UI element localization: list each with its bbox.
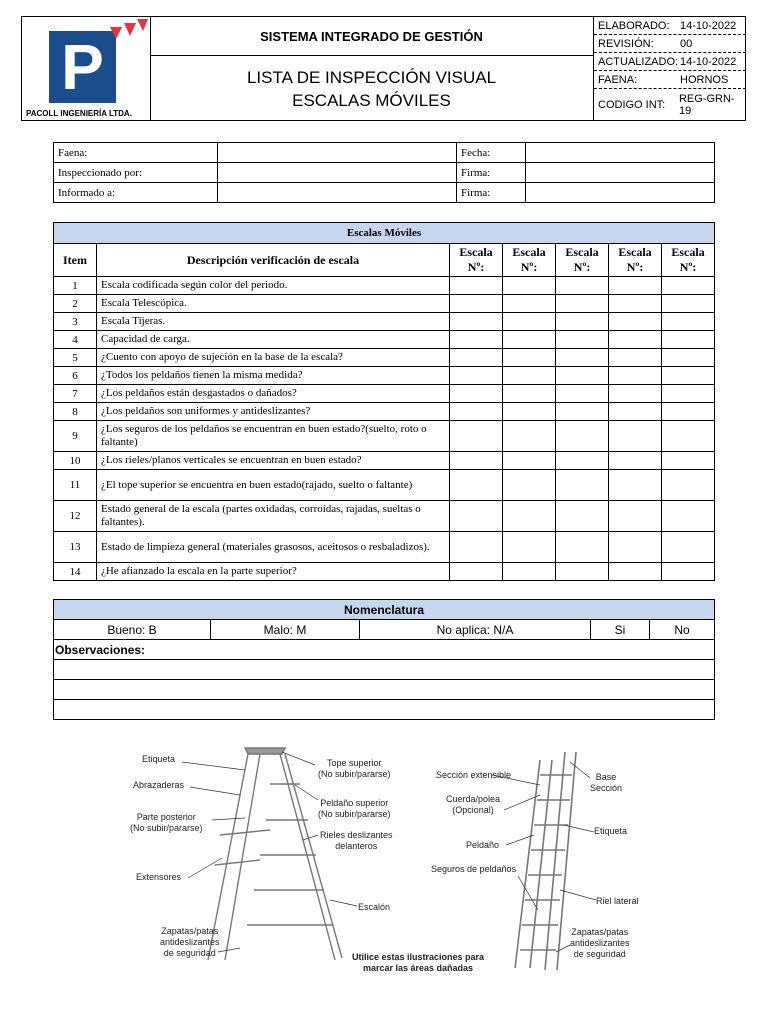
col-escala	[662, 244, 715, 277]
label-line: Peldaño superior	[320, 798, 389, 808]
item-description: ¿Los peldaños son uniformes y antideslizantes?	[97, 403, 450, 421]
escala-check-cell[interactable]	[556, 421, 609, 452]
escala-check-cell[interactable]	[556, 532, 609, 563]
escala-check-cell[interactable]	[662, 403, 715, 421]
meta-row	[594, 53, 746, 71]
label-line: (No subir/pararse)	[130, 823, 203, 833]
escala-check-cell[interactable]	[609, 421, 662, 452]
col-escala-l1: Escala	[565, 245, 599, 259]
item-description: ¿He afianzado la escala en la parte superior?	[97, 563, 450, 581]
escala-check-cell[interactable]	[609, 295, 662, 313]
escala-check-cell[interactable]	[662, 563, 715, 581]
item-description: ¿Cuento con apoyo de sujeción en la base de la escala?	[97, 349, 450, 367]
escala-check-cell[interactable]	[556, 313, 609, 331]
col-item: Item	[54, 244, 97, 277]
escala-check-cell[interactable]	[450, 452, 503, 470]
item-description: ¿Los peldaños están desgastados o dañados?	[97, 385, 450, 403]
escala-check-cell[interactable]	[503, 331, 556, 349]
label-line: delanteros	[335, 841, 378, 851]
checklist-table	[53, 222, 715, 581]
label-line: Cuerda/polea	[446, 794, 501, 804]
escala-check-cell[interactable]	[450, 295, 503, 313]
header-meta	[593, 17, 746, 120]
label-line: Rieles deslizantes	[320, 830, 393, 840]
meta-row	[594, 89, 746, 120]
col-escala-l2: Nº:	[679, 260, 697, 274]
inspeccionado-field[interactable]	[218, 163, 457, 183]
col-escala-l2: Nº:	[573, 260, 591, 274]
escala-check-cell[interactable]	[609, 532, 662, 563]
escala-check-cell[interactable]	[503, 349, 556, 367]
info-table	[53, 142, 715, 203]
observaciones-label: Observaciones:	[54, 640, 715, 660]
label-seguros: Seguros de peldaños	[431, 864, 517, 874]
meta-value: HORNOS	[680, 73, 729, 86]
escala-check-cell[interactable]	[662, 470, 715, 501]
item-number: 6	[54, 367, 97, 385]
escala-check-cell[interactable]	[503, 367, 556, 385]
checklist-row	[54, 470, 715, 501]
item-description: Capacidad de carga.	[97, 331, 450, 349]
meta-row	[594, 17, 746, 35]
escala-check-cell[interactable]	[503, 385, 556, 403]
item-number: 8	[54, 403, 97, 421]
escala-check-cell[interactable]	[609, 403, 662, 421]
escala-check-cell[interactable]	[450, 331, 503, 349]
observaciones-line[interactable]	[54, 680, 715, 700]
ladder-illustration	[120, 740, 660, 980]
item-description: ¿El tope superior se encuentra en buen estado(rajado, suelto o faltante)	[97, 470, 450, 501]
item-description: Escala codificada según color del periodo.	[97, 277, 450, 295]
escala-check-cell[interactable]	[662, 313, 715, 331]
label-zapatas-right	[570, 927, 630, 960]
label-line: Zapatas/patas	[571, 927, 629, 937]
meta-key: REVISIÓN:	[598, 37, 654, 50]
escala-check-cell[interactable]	[450, 501, 503, 532]
legend-no: No	[650, 620, 715, 640]
escala-check-cell[interactable]	[450, 470, 503, 501]
label-line: de seguridad	[163, 948, 216, 958]
label-peldano: Peldaño	[466, 840, 500, 850]
checklist-row	[54, 277, 715, 295]
item-number: 7	[54, 385, 97, 403]
document-header	[21, 16, 746, 121]
label-rieles	[320, 830, 393, 852]
escala-check-cell[interactable]	[556, 277, 609, 295]
col-description: Descripción verificación de escala	[97, 244, 450, 277]
meta-value: 14-10-2022	[680, 19, 737, 32]
label-parte-posterior	[130, 812, 203, 834]
observaciones-line[interactable]	[54, 660, 715, 680]
escala-check-cell[interactable]	[503, 563, 556, 581]
label-riel-lateral: Riel lateral	[596, 896, 639, 906]
informado-field[interactable]	[218, 183, 457, 203]
escala-check-cell[interactable]	[609, 367, 662, 385]
item-number: 3	[54, 313, 97, 331]
meta-value: 14-10-2022	[680, 55, 737, 68]
label-line: (No subir/pararse)	[318, 769, 391, 779]
legend-malo: Malo: M	[211, 620, 360, 640]
escala-check-cell[interactable]	[556, 295, 609, 313]
meta-row	[594, 35, 746, 53]
checklist-row	[54, 532, 715, 563]
label-etiqueta-right: Etiqueta	[594, 826, 628, 836]
escala-check-cell[interactable]	[503, 501, 556, 532]
checklist-row	[54, 367, 715, 385]
escala-check-cell[interactable]	[662, 452, 715, 470]
col-escala-l2: Nº:	[520, 260, 538, 274]
item-number: 9	[54, 421, 97, 452]
item-description: ¿Los rieles/planos verticales se encuentran en buen estado?	[97, 452, 450, 470]
label-etiqueta: Etiqueta	[142, 754, 176, 764]
escala-check-cell[interactable]	[662, 331, 715, 349]
item-number: 10	[54, 452, 97, 470]
checklist-row	[54, 563, 715, 581]
checklist-row	[54, 501, 715, 532]
label-line: antideslizantes	[160, 937, 220, 947]
escala-check-cell[interactable]	[450, 277, 503, 295]
logo-letter: P	[61, 31, 104, 103]
observaciones-line[interactable]	[54, 700, 715, 720]
item-number: 14	[54, 563, 97, 581]
informado-label: Informado a:	[54, 183, 218, 203]
checklist-row	[54, 452, 715, 470]
item-number: 11	[54, 470, 97, 501]
item-number: 13	[54, 532, 97, 563]
escala-check-cell[interactable]	[662, 532, 715, 563]
label-abrazaderas: Abrazaderas	[133, 780, 185, 790]
item-description: ¿Todos los peldaños tienen la misma medida?	[97, 367, 450, 385]
escala-check-cell[interactable]	[503, 313, 556, 331]
escala-check-cell[interactable]	[450, 349, 503, 367]
label-line: (No subir/pararse)	[318, 809, 391, 819]
faena-label: Faena:	[54, 143, 218, 163]
escala-check-cell[interactable]	[556, 403, 609, 421]
meta-key: FAENA:	[598, 73, 638, 86]
label-base-seccion	[590, 772, 622, 794]
label-seccion-extensible: Sección extensible	[436, 770, 512, 780]
fecha-field[interactable]	[526, 143, 715, 163]
nomenclature-caption: Nomenclatura	[54, 600, 715, 620]
escala-check-cell[interactable]	[662, 349, 715, 367]
document-title-line2: ESCALAS MÓVILES	[292, 90, 451, 110]
escala-check-cell[interactable]	[556, 452, 609, 470]
checklist-row	[54, 385, 715, 403]
escala-check-cell[interactable]	[609, 349, 662, 367]
item-number: 2	[54, 295, 97, 313]
note-line: Utilice estas ilustraciones para	[352, 952, 485, 962]
escala-check-cell[interactable]	[503, 295, 556, 313]
checklist-row	[54, 331, 715, 349]
item-number: 5	[54, 349, 97, 367]
escala-check-cell[interactable]	[503, 277, 556, 295]
checklist-row	[54, 313, 715, 331]
faena-field[interactable]	[218, 143, 457, 163]
checklist-row	[54, 295, 715, 313]
escala-check-cell[interactable]	[556, 385, 609, 403]
col-escala-l1: Escala	[512, 245, 546, 259]
item-description: ¿Los seguros de los peldaños se encuentran en buen estado?(suelto, roto o faltante)	[97, 421, 450, 452]
label-line: (Opcional)	[452, 805, 494, 815]
label-zapatas	[160, 926, 220, 959]
escala-check-cell[interactable]	[503, 470, 556, 501]
fecha-label: Fecha:	[457, 143, 526, 163]
item-number: 12	[54, 501, 97, 532]
item-description: Estado de limpieza general (materiales grasosos, aceitosos o resbaladizos).	[97, 532, 450, 563]
label-line: Sección	[590, 783, 623, 793]
meta-row	[594, 71, 746, 89]
illustration-note	[352, 952, 484, 974]
firma-label: Firma:	[457, 163, 526, 183]
col-escala-l1: Escala	[618, 245, 652, 259]
item-number: 4	[54, 331, 97, 349]
firma-field[interactable]	[526, 163, 715, 183]
label-line: Parte posterior	[136, 812, 196, 822]
escala-check-cell[interactable]	[450, 532, 503, 563]
document-title	[150, 57, 593, 120]
col-escala-l2: Nº:	[626, 260, 644, 274]
item-description: Escala Tijeras.	[97, 313, 450, 331]
label-line: Zapatas/patas	[161, 926, 219, 936]
escala-check-cell[interactable]	[556, 563, 609, 581]
col-escala	[556, 244, 609, 277]
checklist-row	[54, 403, 715, 421]
checklist-row	[54, 421, 715, 452]
item-description: Escala Telescópica.	[97, 295, 450, 313]
logo-triangles-icon	[110, 19, 150, 45]
header-titles	[150, 17, 593, 120]
escala-check-cell[interactable]	[450, 313, 503, 331]
col-escala-l1: Escala	[671, 245, 705, 259]
escala-check-cell[interactable]	[662, 501, 715, 532]
legend-no-aplica: No aplica: N/A	[360, 620, 591, 640]
label-peldano-superior	[318, 798, 391, 820]
escala-check-cell[interactable]	[662, 421, 715, 452]
escala-check-cell[interactable]	[503, 452, 556, 470]
item-number: 1	[54, 277, 97, 295]
label-line: de seguridad	[573, 949, 626, 959]
escala-check-cell[interactable]	[556, 331, 609, 349]
escala-check-cell[interactable]	[609, 277, 662, 295]
label-extensores: Extensores	[136, 872, 182, 882]
escala-check-cell[interactable]	[609, 470, 662, 501]
meta-key: CODIGO INT:	[598, 98, 666, 111]
escala-check-cell[interactable]	[503, 421, 556, 452]
label-line: antideslizantes	[570, 938, 630, 948]
legend-si: Si	[591, 620, 650, 640]
col-escala-l1: Escala	[459, 245, 493, 259]
company-name: PACOLL INGENIERÍA LTDA.	[26, 109, 132, 118]
meta-value: 00	[680, 37, 693, 50]
meta-value: REG-GRN-19	[678, 92, 735, 117]
nomenclature-table	[53, 599, 715, 720]
escala-check-cell[interactable]	[556, 470, 609, 501]
escala-check-cell[interactable]	[609, 313, 662, 331]
meta-key: ACTUALIZADO:	[598, 55, 679, 68]
escala-check-cell[interactable]	[662, 385, 715, 403]
logo-cell	[22, 17, 151, 120]
label-tope-superior	[318, 758, 391, 780]
escala-check-cell[interactable]	[450, 421, 503, 452]
firma-field[interactable]	[526, 183, 715, 203]
col-escala	[503, 244, 556, 277]
escala-check-cell[interactable]	[662, 367, 715, 385]
escala-check-cell[interactable]	[609, 501, 662, 532]
col-escala	[450, 244, 503, 277]
escala-check-cell[interactable]	[556, 501, 609, 532]
col-escala-l2: Nº:	[467, 260, 485, 274]
checklist-caption: Escalas Móviles	[54, 223, 715, 244]
label-line: Tope superior	[326, 758, 382, 768]
escala-check-cell[interactable]	[450, 367, 503, 385]
label-line: Base	[595, 772, 617, 782]
escala-check-cell[interactable]	[609, 385, 662, 403]
escala-check-cell[interactable]	[556, 349, 609, 367]
escala-check-cell[interactable]	[503, 532, 556, 563]
escala-check-cell[interactable]	[503, 403, 556, 421]
system-title: SISTEMA INTEGRADO DE GESTIÓN	[150, 17, 593, 56]
escala-check-cell[interactable]	[450, 385, 503, 403]
firma-label: Firma:	[457, 183, 526, 203]
escala-check-cell[interactable]	[556, 367, 609, 385]
escala-check-cell[interactable]	[450, 563, 503, 581]
checklist-row	[54, 349, 715, 367]
label-escalon: Escalón	[358, 902, 391, 912]
escala-check-cell[interactable]	[609, 452, 662, 470]
legend-bueno: Bueno: B	[54, 620, 211, 640]
escala-check-cell[interactable]	[609, 331, 662, 349]
label-cuerda-polea	[446, 794, 500, 816]
document-title-line1: LISTA DE INSPECCIÓN VISUAL	[246, 67, 497, 87]
col-escala	[609, 244, 662, 277]
escala-check-cell[interactable]	[450, 403, 503, 421]
escala-check-cell[interactable]	[609, 563, 662, 581]
escala-check-cell[interactable]	[662, 277, 715, 295]
note-line: marcar las áreas dañadas	[362, 963, 474, 973]
item-description: Estado general de la escala (partes oxidadas, corroídas, rajadas, sueltas o faltantes).	[97, 501, 450, 532]
escala-check-cell[interactable]	[662, 295, 715, 313]
inspeccionado-label: Inspeccionado por:	[54, 163, 218, 183]
meta-key: ELABORADO:	[598, 19, 670, 32]
